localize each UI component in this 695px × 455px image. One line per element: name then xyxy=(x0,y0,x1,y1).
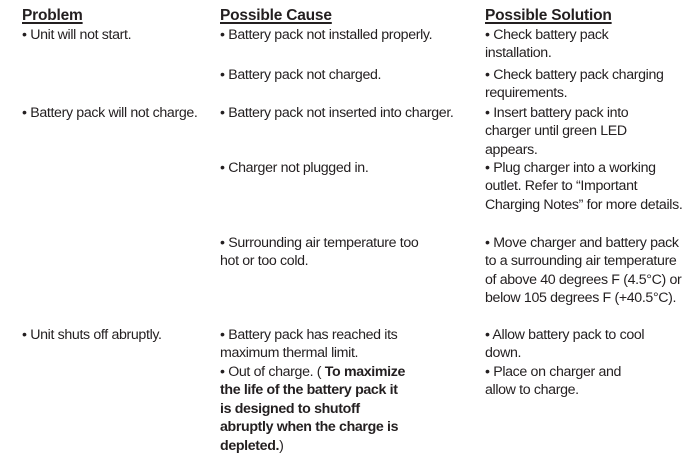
header-problem: Problem xyxy=(22,7,83,24)
cause-not-inserted: • Battery pack not inserted into charger. xyxy=(220,105,454,121)
cause-air-temperature: • Surrounding air temperature too hot or too cold. xyxy=(220,235,419,270)
cause-not-plugged-in: • Charger not plugged in. xyxy=(220,160,369,176)
cause-thermal-limit: • Battery pack has reached its maximum thermal limit. xyxy=(220,327,398,362)
cause-not-charged: • Battery pack not charged. xyxy=(220,67,382,83)
solution-move-charger: • Move charger and battery pack to a surrounding air temperature of above 40 degrees F (4.5°C) or below 105 degrees F (+40.5°C). xyxy=(485,235,682,307)
cause-out-of-charge-prefix: • Out of charge. ( xyxy=(220,364,322,380)
cause-out-of-charge-note: To maximize the life of the battery pack it is designed to shutoff abruptly when the charge is depleted. xyxy=(220,364,406,454)
solution-allow-cool: • Allow battery pack to cool down. xyxy=(485,327,645,362)
solution-insert-battery: • Insert battery pack into charger until green LED appears. xyxy=(485,105,629,158)
solution-place-on-charger: • Place on charger and allow to charge. xyxy=(485,364,622,399)
solution-check-installation: • Check battery pack installation. xyxy=(485,27,609,62)
solution-plug-charger: • Plug charger into a working outlet. Refer to “Important Charging Notes” for more details. xyxy=(485,160,683,213)
problem-battery-will-not-charge: • Battery pack will not charge. xyxy=(22,105,198,121)
header-possible-cause: Possible Cause xyxy=(220,7,332,24)
cause-not-installed: • Battery pack not installed properly. xyxy=(220,27,433,43)
cause-out-of-charge xyxy=(220,363,412,455)
problem-unit-will-not-start: • Unit will not start. xyxy=(22,27,132,43)
cause-out-of-charge-suffix: ) xyxy=(279,437,284,454)
problem-unit-shuts-off: • Unit shuts off abruptly. xyxy=(22,327,162,343)
solution-check-charging: • Check battery pack charging requirements. xyxy=(485,67,664,102)
header-possible-solution: Possible Solution xyxy=(485,7,612,24)
